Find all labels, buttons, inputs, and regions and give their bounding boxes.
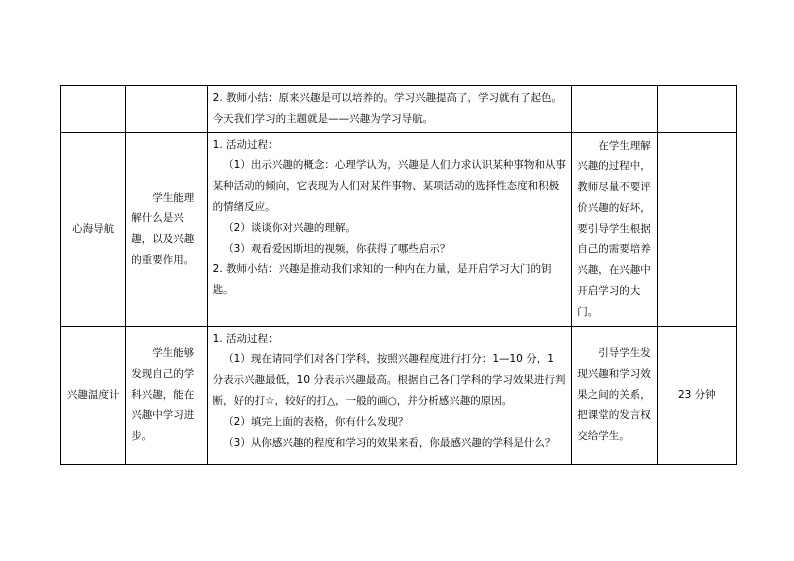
note-cell <box>572 86 657 133</box>
activity-line: （2）填完上面的表格，你有什么发现？ <box>223 415 409 428</box>
time-cell <box>657 86 736 133</box>
section-name-cell: 兴趣温度计 <box>61 326 126 464</box>
section-name-cell: 心海导航 <box>61 132 126 326</box>
activity-cell <box>207 132 572 326</box>
activity-line: 2. 教师小结：兴趣是推动我们求知的一种内在力量，是开启学习大门的钥匙。 <box>212 263 552 297</box>
time-cell: 23 分钟 <box>657 326 736 464</box>
lesson-plan-table <box>60 85 737 465</box>
activity-line: （1）出示兴趣的概念：心理学认为，兴趣是人们力求认识某种事物和从事某种活动的倾向，它表现为人们对某件事物、某项活动的选择性态度和积极的情绪反应。 <box>212 159 566 213</box>
activity-cell <box>207 326 572 464</box>
goal-cell: 学生能够发现自己的学科兴趣，能在兴趣中学习进步。 <box>126 326 207 464</box>
goal-cell <box>126 86 207 133</box>
activity-line: 1. 活动过程： <box>212 332 279 345</box>
table-row <box>61 326 737 464</box>
activity-line: （3）从你感兴趣的程度和学习的效果来看，你最感兴趣的学科是什么？ <box>223 436 556 449</box>
time-cell <box>657 132 736 326</box>
activity-line: （3）观看爱因斯坦的视频，你获得了哪些启示？ <box>223 242 451 255</box>
goal-cell: 学生能理解什么是兴趣，以及兴趣的重要作用。 <box>126 132 207 326</box>
note-cell: 在学生理解兴趣的过程中，教师尽量不要评价兴趣的好坏，要引导学生根据自己的需要培养兴趣，在兴趣中开启学习的大门。 <box>572 132 657 326</box>
table-row <box>61 86 737 133</box>
section-name-cell <box>61 86 126 133</box>
activity-cell <box>207 86 572 133</box>
activity-line: 1. 活动过程： <box>212 138 279 151</box>
activity-line: （1）现在请同学们对各门学科，按照兴趣程度进行打分：1—10 分，1 分表示兴趣最低，10 分表示兴趣最高。根据自己各门学科的学习效果进行判断，好的打☆，较好的打△，一般的画○，并分析感兴趣的原因。 <box>212 353 566 407</box>
note-cell: 引导学生发现兴趣和学习效果之间的关系，把课堂的发言权交给学生。 <box>572 326 657 464</box>
table-row <box>61 132 737 326</box>
activity-line: （2）谈谈你对兴趣的理解。 <box>223 221 356 234</box>
activity-line: 2. 教师小结：原来兴趣是可以培养的。学习兴趣提高了，学习就有了起色。今天我们学习的主题就是——兴趣为学习导航。 <box>212 92 562 125</box>
